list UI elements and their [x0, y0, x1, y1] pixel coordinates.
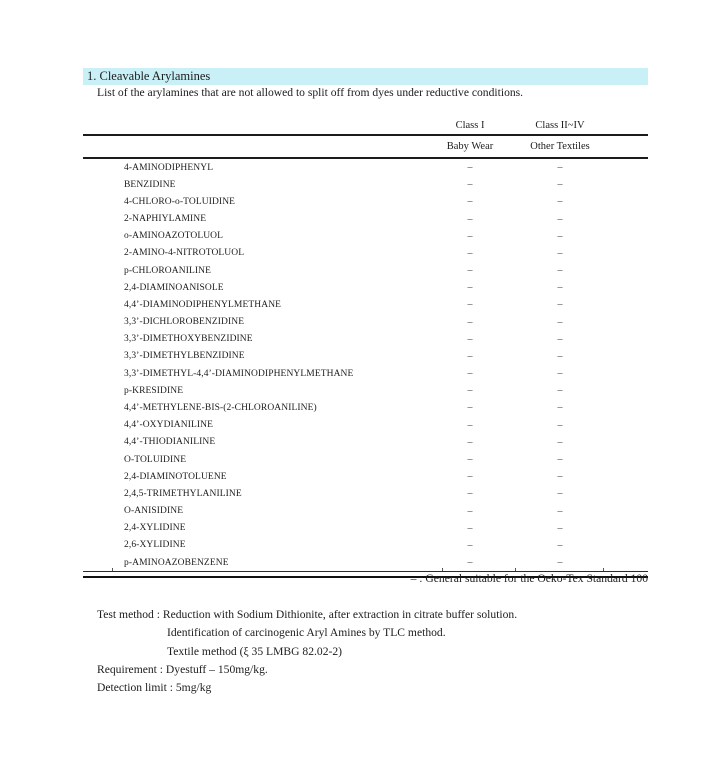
table-row: [83, 417, 648, 434]
table-row: [83, 331, 648, 348]
class1-value: –: [467, 265, 473, 277]
class2-value: –: [557, 385, 563, 397]
class2-value: –: [557, 350, 563, 362]
column-tick: [515, 568, 516, 571]
substance-name: p-AMINOAZOBENZENE: [124, 557, 229, 568]
class2-value: –: [557, 436, 563, 448]
class2-value: –: [557, 333, 563, 345]
class2-value: –: [557, 316, 563, 328]
table-header-sub-row: [83, 136, 648, 159]
table-row: [83, 228, 648, 245]
class1-value: –: [467, 522, 473, 534]
substance-name: 2-AMINO-4-NITROTOLUOL: [124, 248, 245, 259]
class2-value: –: [557, 213, 563, 225]
substance-name: 2,4,5-TRIMETHYLANILINE: [124, 488, 242, 499]
substance-name: 3,3’-DIMETHYLBENZIDINE: [124, 351, 245, 362]
class1-value: –: [467, 454, 473, 465]
class1-value: –: [467, 230, 473, 242]
table-row: [83, 537, 648, 554]
substance-name: 2,4-DIAMINOANISOLE: [124, 282, 224, 293]
note-line: Requirement : Dyestuff – 150mg/kg.: [97, 662, 268, 676]
table-row: [83, 434, 648, 451]
substance-name: 3,3’-DIMETHYL-4,4’-DIAMINODIPHENYLMETHANE: [124, 368, 354, 379]
table-row: [83, 193, 648, 210]
substance-name: 4,4’-DIAMINODIPHENYLMETHANE: [124, 299, 282, 310]
header-class2: Class II~IV: [535, 120, 585, 131]
section-subtitle: List of the arylamines that are not allowed to split off from dyes under reductive conditions.: [97, 86, 524, 99]
class2-value: –: [557, 230, 563, 242]
substance-name: 2-NAPHIYLAMINE: [124, 214, 207, 225]
table-header-group-row: [83, 117, 648, 136]
table-row: [83, 468, 648, 485]
table-row: [83, 279, 648, 296]
table-footnote: – : General suitable for the Oeko-Tex Standard 100: [410, 572, 648, 585]
substance-name: 3,3’-DICHLOROBENZIDINE: [124, 317, 245, 328]
substance-name: o-AMINOAZOTOLUOL: [124, 231, 224, 242]
class2-value: –: [557, 488, 563, 500]
table-row: [83, 176, 648, 193]
note-line: Textile method (ξ 35 LMBG 82.02-2): [167, 644, 343, 658]
substance-name: 2,6-XYLIDINE: [124, 540, 186, 551]
class1-value: –: [467, 247, 473, 259]
class1-value: –: [467, 162, 473, 174]
class2-value: –: [557, 247, 563, 259]
class1-value: –: [467, 299, 473, 311]
column-tick: [442, 568, 443, 571]
class2-value: –: [557, 265, 563, 277]
substance-name: 4-CHLORO-o-TOLUIDINE: [124, 196, 236, 207]
column-tick: [603, 568, 604, 571]
class2-value: –: [557, 368, 563, 380]
table-row: [83, 262, 648, 279]
class1-value: –: [467, 316, 473, 328]
class2-value: –: [557, 299, 563, 311]
table-row: [83, 296, 648, 313]
substance-name: 3,3’-DIMETHOXYBENZIDINE: [124, 334, 253, 345]
class2-value: –: [557, 402, 563, 414]
substance-name: p-KRESIDINE: [124, 385, 184, 396]
class1-value: –: [467, 402, 473, 414]
class1-value: –: [467, 213, 473, 225]
header-baby-wear: Baby Wear: [446, 141, 494, 152]
section-title: 1. Cleavable Arylamines: [83, 68, 648, 85]
class1-value: –: [467, 488, 473, 500]
note-line: Identification of carcinogenic Aryl Amines by TLC method.: [167, 626, 446, 640]
class2-value: –: [557, 162, 563, 174]
note-line: Detection limit : 5mg/kg: [97, 681, 212, 695]
class2-value: –: [557, 282, 563, 294]
substance-name: 2,4-DIAMINOTOLUENE: [124, 471, 227, 482]
table-row: [83, 451, 648, 468]
substance-name: 4-AMINODIPHENYL: [124, 162, 214, 173]
table-row: [83, 399, 648, 416]
class1-value: –: [467, 557, 473, 569]
class2-value: –: [557, 522, 563, 534]
notes-block: [97, 606, 667, 697]
table-row: [83, 348, 648, 365]
class1-value: –: [467, 333, 473, 345]
class1-value: –: [467, 368, 473, 380]
class1-value: –: [467, 196, 473, 208]
substance-name: O-ANISIDINE: [124, 506, 184, 517]
table-row: [83, 502, 648, 519]
class1-value: –: [467, 179, 473, 191]
class1-value: –: [467, 282, 473, 294]
substance-name: 4,4’-OXYDIANILINE: [124, 420, 214, 431]
table-row: [83, 485, 648, 502]
class1-value: –: [467, 350, 473, 362]
class2-value: –: [557, 454, 563, 465]
class1-value: –: [467, 471, 473, 483]
class1-value: –: [467, 419, 473, 431]
header-other-textiles: Other Textiles: [530, 141, 590, 152]
class2-value: –: [557, 557, 563, 569]
table-row: [83, 211, 648, 228]
class2-value: –: [557, 539, 563, 551]
table-row: [83, 520, 648, 537]
substance-name: 4,4’-THIODIANILINE: [124, 437, 216, 448]
arylamines-table: [83, 117, 648, 578]
class2-value: –: [557, 179, 563, 191]
table-row: [83, 365, 648, 382]
substance-name: BENZIDINE: [124, 179, 176, 190]
table-row: [83, 159, 648, 176]
column-tick: [112, 568, 113, 571]
class1-value: –: [467, 505, 473, 517]
table-body: [83, 159, 648, 571]
substance-name: 4,4’-METHYLENE-BIS-(2-CHLOROANILINE): [124, 402, 317, 413]
table-row: [83, 554, 648, 571]
class2-value: –: [557, 419, 563, 431]
class1-value: –: [467, 385, 473, 397]
class2-value: –: [557, 196, 563, 208]
note-line: Test method : Reduction with Sodium Dithionite, after extraction in citrate buffer solution.: [97, 608, 518, 621]
class2-value: –: [557, 505, 563, 517]
table-row: [83, 382, 648, 399]
header-class1: Class I: [455, 120, 485, 131]
table-row: [83, 314, 648, 331]
table-row: [83, 245, 648, 262]
class2-value: –: [557, 471, 563, 483]
substance-name: 2,4-XYLIDINE: [124, 523, 186, 534]
substance-name: p-CHLOROANILINE: [124, 265, 211, 276]
substance-name: O-TOLUIDINE: [124, 454, 187, 465]
class1-value: –: [467, 539, 473, 551]
class1-value: –: [467, 436, 473, 448]
